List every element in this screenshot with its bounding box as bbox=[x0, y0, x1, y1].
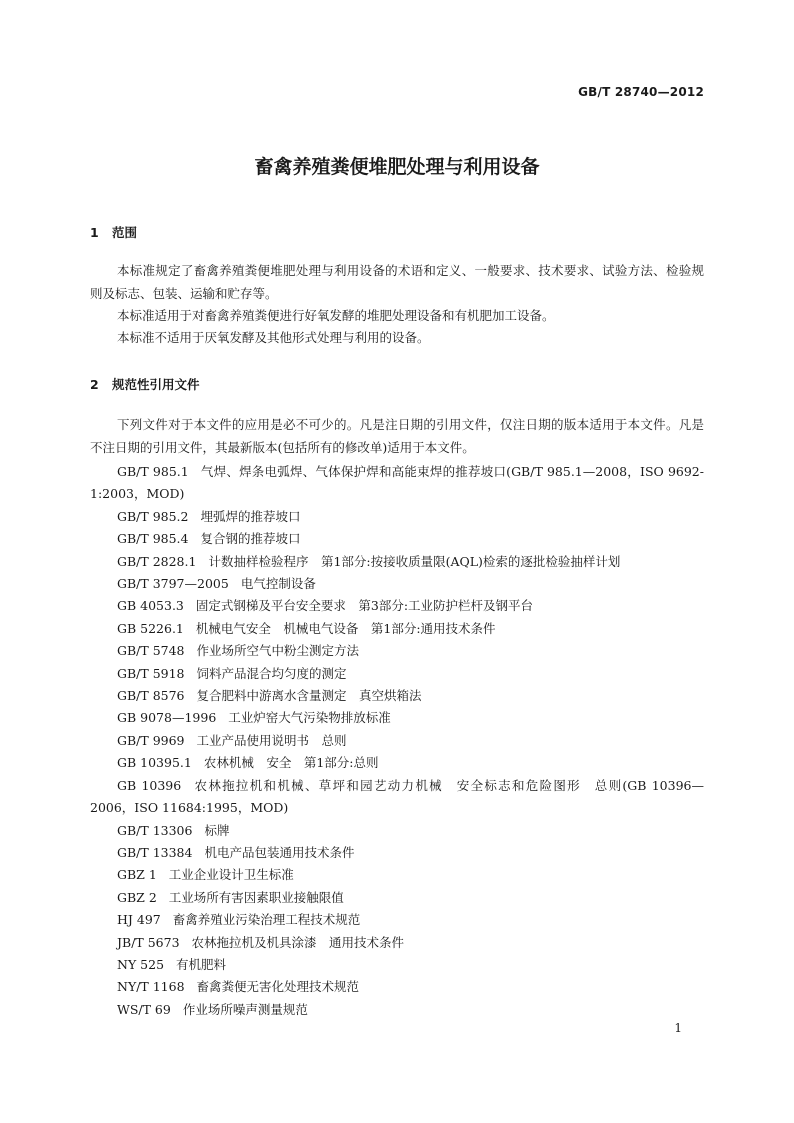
reference-title: 工业炉窑大气污染物排放标准 bbox=[228, 710, 391, 726]
reference-code: GB/T 5748 bbox=[117, 643, 185, 659]
reference-title: 固定式钢梯及平台安全要求 第3部分:工业防护栏杆及钢平台 bbox=[195, 598, 534, 614]
reference-code: NY 525 bbox=[117, 956, 165, 972]
reference-title: 作业场所噪声测量规范 bbox=[182, 1001, 308, 1017]
paragraph: 下列文件对于本文件的应用是必不可少的。凡是注日期的引用文件，仅注日期的版本适用于本文件。凡是不注日期的引用文件，其最新版本(包括所有的修改单)适用于本文件。 bbox=[90, 417, 704, 455]
reference-item bbox=[90, 707, 704, 729]
reference-item bbox=[90, 663, 704, 685]
reference-title: 作业场所空气中粉尘测定方法 bbox=[196, 643, 360, 659]
reference-code: JB/T 5673 bbox=[117, 934, 180, 950]
section-2-heading bbox=[90, 375, 200, 393]
reference-item bbox=[90, 551, 704, 573]
reference-item bbox=[90, 999, 704, 1021]
reference-title: 农林拖拉机和机械、草坪和园艺动力机械 安全标志和危险图形 总则(GB 10396—2006，ISO 11684:1995，MOD) bbox=[90, 777, 704, 816]
reference-title: 复合肥料中游离水含量测定 真空烘箱法 bbox=[196, 688, 422, 704]
paragraph: 本标准适用于对畜禽养殖粪便进行好氧发酵的堆肥处理设备和有机肥加工设备。 bbox=[117, 308, 555, 323]
section-number: 1 bbox=[90, 225, 99, 240]
section-1-heading bbox=[90, 223, 137, 241]
paragraph: 本标准不适用于厌氧发酵及其他形式处理与利用的设备。 bbox=[117, 330, 430, 345]
reference-item bbox=[90, 506, 704, 528]
reference-code: GB/T 9969 bbox=[117, 732, 185, 748]
reference-item bbox=[90, 730, 704, 752]
reference-item bbox=[90, 752, 704, 774]
reference-item bbox=[90, 909, 704, 931]
reference-item bbox=[90, 775, 704, 820]
reference-code: GB/T 13306 bbox=[117, 822, 193, 838]
reference-code: GB/T 8576 bbox=[117, 688, 185, 704]
reference-code: GB/T 2828.1 bbox=[117, 553, 197, 569]
reference-code: HJ 497 bbox=[117, 912, 161, 928]
reference-item bbox=[90, 820, 704, 842]
reference-title: 有机肥料 bbox=[176, 956, 227, 972]
reference-title: 埋弧焊的推荐坡口 bbox=[200, 508, 301, 524]
reference-title: 复合钢的推荐坡口 bbox=[200, 531, 301, 547]
section-title: 范围 bbox=[112, 225, 138, 240]
reference-title: 工业企业设计卫生标准 bbox=[168, 867, 294, 883]
reference-code: GB 4053.3 bbox=[117, 598, 184, 614]
reference-code: GB/T 985.1 bbox=[117, 464, 189, 479]
reference-item bbox=[90, 842, 704, 864]
reference-item bbox=[90, 976, 704, 998]
reference-code: WS/T 69 bbox=[117, 1001, 171, 1017]
reference-code: GB/T 3797—2005 bbox=[117, 576, 229, 592]
reference-code: GB/T 985.4 bbox=[117, 531, 189, 547]
reference-title: 机械电气安全 机械电气设备 第1部分:通用技术条件 bbox=[195, 620, 496, 636]
reference-title: 畜禽养殖业污染治理工程技术规范 bbox=[172, 912, 361, 928]
paragraph: 本标准规定了畜禽养殖粪便堆肥处理与利用设备的术语和定义、一般要求、技术要求、试验方法、检验规则及标志、包装、运输和贮存等。 bbox=[90, 263, 704, 301]
reference-title: 计数抽样检验程序 第1部分:按接收质量限(AQL)检索的逐批检验抽样计划 bbox=[208, 553, 621, 569]
page-number: 1 bbox=[674, 1021, 682, 1035]
reference-item bbox=[90, 528, 704, 550]
reference-item bbox=[90, 864, 704, 886]
reference-list bbox=[90, 461, 704, 1021]
reference-title: 饲料产品混合均匀度的测定 bbox=[196, 665, 347, 681]
section-number: 2 bbox=[90, 377, 99, 392]
section-title: 规范性引用文件 bbox=[112, 377, 200, 392]
reference-code: GBZ 1 bbox=[117, 867, 157, 883]
reference-item bbox=[90, 685, 704, 707]
reference-code: GB 10395.1 bbox=[117, 755, 192, 771]
reference-title: 气焊、焊条电弧焊、气体保护焊和高能束焊的推荐坡口(GB/T 985.1—2008，ISO 9692-1:2003，MOD) bbox=[90, 464, 704, 502]
reference-item bbox=[90, 618, 704, 640]
reference-item bbox=[90, 954, 704, 976]
reference-code: GB/T 985.2 bbox=[117, 508, 189, 524]
reference-code: NY/T 1168 bbox=[117, 979, 185, 995]
reference-item bbox=[90, 573, 704, 595]
reference-title: 畜禽粪便无害化处理技术规范 bbox=[196, 979, 360, 995]
reference-title: 机电产品包装通用技术条件 bbox=[204, 844, 355, 860]
reference-code: GBZ 2 bbox=[117, 889, 157, 905]
reference-code: GB/T 5918 bbox=[117, 665, 185, 681]
reference-title: 标牌 bbox=[204, 822, 230, 838]
reference-code: GB 5226.1 bbox=[117, 620, 184, 636]
reference-item bbox=[90, 932, 704, 954]
reference-code: GB/T 13384 bbox=[117, 844, 193, 860]
reference-title: 工业产品使用说明书 总则 bbox=[196, 732, 347, 748]
reference-code: GB 9078—1996 bbox=[117, 710, 217, 726]
document-title: 畜禽养殖粪便堆肥处理与利用设备 bbox=[254, 156, 540, 178]
reference-title: 农林拖拉机及机具涂漆 通用技术条件 bbox=[191, 934, 405, 950]
reference-title: 工业场所有害因素职业接触限值 bbox=[168, 889, 344, 905]
reference-item bbox=[90, 461, 704, 506]
standard-code: GB/T 28740—2012 bbox=[578, 85, 704, 99]
reference-item bbox=[90, 640, 704, 662]
reference-item bbox=[90, 887, 704, 909]
reference-code: GB 10396 bbox=[117, 777, 182, 793]
reference-title: 电气控制设备 bbox=[240, 576, 316, 592]
reference-item bbox=[90, 595, 704, 617]
reference-title: 农林机械 安全 第1部分:总则 bbox=[203, 755, 379, 771]
